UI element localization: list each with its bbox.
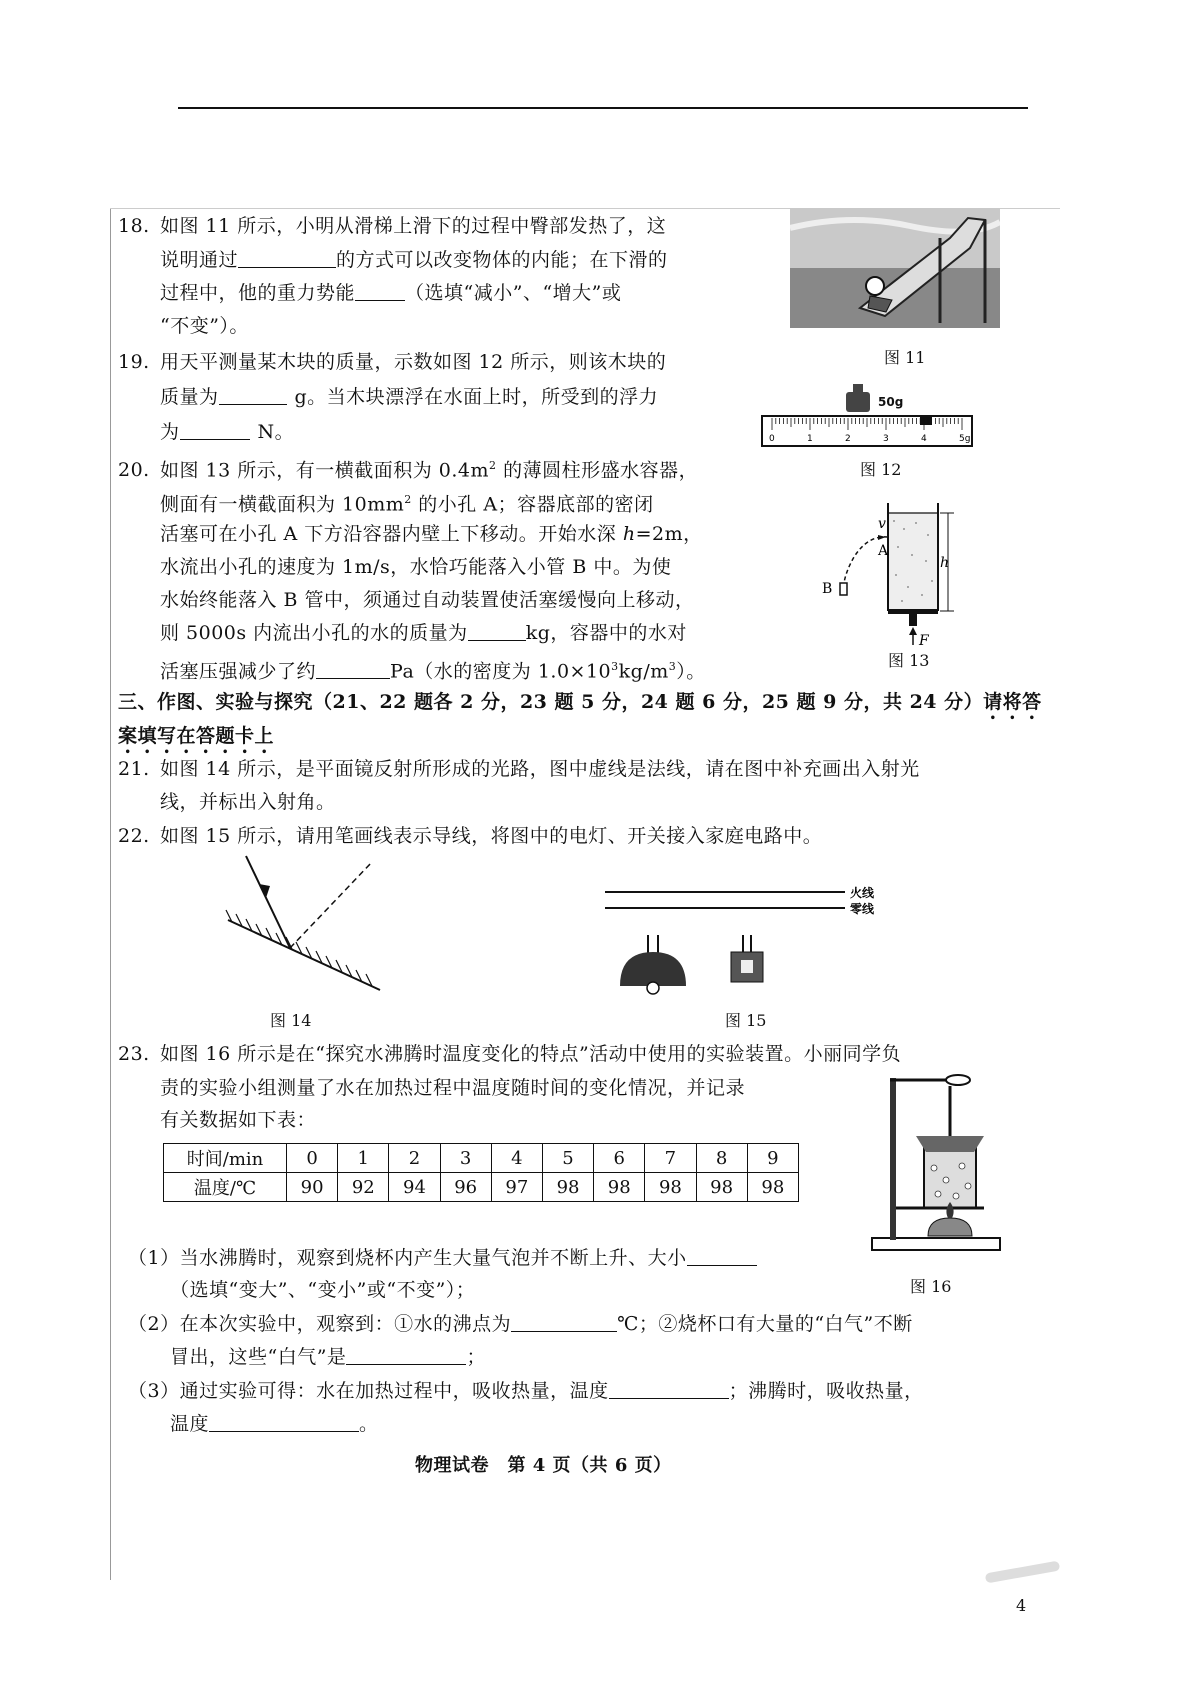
water bbox=[888, 513, 938, 611]
table-cell: 94 bbox=[389, 1173, 440, 1202]
answer-blank[interactable] bbox=[346, 1344, 466, 1365]
text-line: 则 5000s 内流出小孔的水的质量为 bbox=[160, 622, 468, 644]
live-wire-label: 火线 bbox=[850, 886, 875, 900]
text-line: （选填“减小”、“增大”或 bbox=[405, 282, 622, 304]
table-cell: 90 bbox=[287, 1173, 338, 1202]
text-line: （1）当水沸腾时，观察到烧杯内产生大量气泡并不断上升、大小 bbox=[128, 1247, 687, 1269]
table-cell: 98 bbox=[747, 1173, 798, 1202]
table-cell: 5 bbox=[542, 1144, 593, 1173]
text-line: 温度 bbox=[170, 1413, 210, 1435]
section-note: 案填写在答题卡上 bbox=[118, 725, 275, 747]
answer-blank[interactable] bbox=[687, 1245, 757, 1266]
text-line: （选填“变大”、“变小”或“不变”）； bbox=[170, 1279, 476, 1301]
stand-rod bbox=[890, 1078, 896, 1240]
answer-blank[interactable] bbox=[609, 1378, 729, 1399]
text-line: ； bbox=[466, 1346, 486, 1368]
figure-15-caption: 图 15 bbox=[725, 1011, 767, 1030]
answer-blank[interactable] bbox=[209, 1411, 359, 1432]
superscript: 3 bbox=[611, 660, 619, 673]
answer-blank[interactable] bbox=[219, 384, 287, 405]
figure-11-caption: 图 11 bbox=[884, 348, 926, 367]
table-cell: 3 bbox=[440, 1144, 491, 1173]
text-line: 责的实验小组测量了水在加热过程中温度随时间的变化情况，并记录 bbox=[160, 1077, 746, 1099]
text-line: 如图 15 所示，请用笔画线表示导线，将图中的电灯、开关接入家庭电路中。 bbox=[160, 825, 823, 847]
exam-footer: 物理试卷 第 4 页（共 6 页） bbox=[415, 1455, 672, 1476]
figure-13-caption: 图 13 bbox=[888, 651, 930, 670]
table-cell: 92 bbox=[338, 1173, 389, 1202]
figure-14-mirror bbox=[220, 850, 400, 1000]
text-line: 质量为 bbox=[160, 386, 219, 408]
text-line: 如图 16 所示是在“探究水沸腾时温度变化的特点”活动中使用的实验装置。小丽同学负 bbox=[160, 1043, 902, 1065]
neutral-wire-label: 零线 bbox=[850, 902, 875, 916]
weight-icon bbox=[846, 392, 870, 412]
table-row bbox=[164, 1144, 799, 1173]
figure-11-slide bbox=[790, 208, 1000, 328]
beaker bbox=[924, 1146, 976, 1208]
table-cell: 98 bbox=[696, 1173, 747, 1202]
table-cell: 97 bbox=[491, 1173, 542, 1202]
table-cell: 98 bbox=[542, 1173, 593, 1202]
question-number: 21. bbox=[118, 758, 150, 780]
text-line: 如图 14 所示，是平面镜反射所形成的光路，图中虚线是法线，请在图中补充画出入射光 bbox=[160, 758, 920, 780]
superscript: 2 bbox=[404, 493, 412, 506]
header-rule bbox=[178, 107, 1028, 109]
text-line: N。 bbox=[257, 421, 295, 443]
figure-label-a: A bbox=[878, 543, 889, 559]
normal-line bbox=[290, 862, 372, 948]
scale-label: 1 bbox=[807, 434, 813, 444]
figure-14-caption: 图 14 bbox=[270, 1011, 312, 1030]
table-cell: 96 bbox=[440, 1173, 491, 1202]
table-cell: 98 bbox=[594, 1173, 645, 1202]
tube-b bbox=[840, 583, 847, 595]
text-line: “不变”）。 bbox=[160, 315, 249, 337]
superscript: 3 bbox=[668, 660, 677, 673]
figure-16-apparatus bbox=[868, 1068, 1008, 1268]
answer-blank[interactable] bbox=[238, 247, 336, 268]
text-line: 如图 13 所示，有一横截面积为 0.4m bbox=[160, 459, 490, 482]
smudge-mark bbox=[985, 1561, 1061, 1584]
table-cell: 6 bbox=[594, 1144, 645, 1173]
reflected-ray bbox=[246, 856, 290, 948]
text-line: 有关数据如下表： bbox=[160, 1109, 317, 1131]
text-line: 说明通过 bbox=[160, 249, 239, 271]
variable: h bbox=[622, 523, 636, 545]
table-cell: 1 bbox=[338, 1144, 389, 1173]
table-cell: 4 bbox=[491, 1144, 542, 1173]
table-cell: 8 bbox=[696, 1144, 747, 1173]
table-row bbox=[164, 1173, 799, 1202]
left-margin-line bbox=[110, 208, 111, 1580]
table-row-header: 温度/℃ bbox=[164, 1173, 287, 1202]
text-line: 为 bbox=[160, 421, 180, 443]
text-line: kg，容器中的水对 bbox=[525, 622, 687, 644]
answer-blank[interactable] bbox=[316, 658, 390, 679]
text-line: 的薄圆柱形盛水容器， bbox=[496, 459, 699, 482]
weight-label: 50g bbox=[878, 395, 904, 409]
section-title: 三、作图、实验与探究（21、22 题各 2 分，23 题 5 分，24 题 6 分，25 题 9 分，共 24 分） bbox=[118, 691, 984, 713]
scale-label: 2 bbox=[845, 434, 851, 444]
page-number: 4 bbox=[1016, 1596, 1027, 1615]
scale-label: 0 bbox=[769, 434, 775, 444]
lamp-icon bbox=[620, 952, 686, 986]
text-line: ；沸腾时，吸收热量， bbox=[728, 1380, 924, 1402]
question-number: 22. bbox=[118, 825, 150, 847]
piston bbox=[888, 609, 938, 614]
text-line: 用天平测量某木块的质量，示数如图 12 所示，则该木块的 bbox=[160, 351, 667, 373]
figure-13-container bbox=[808, 495, 958, 645]
table-cell: 2 bbox=[389, 1144, 440, 1173]
text-line: g。当木块漂浮在水面上时，所受到的浮力 bbox=[294, 386, 659, 408]
child-icon bbox=[866, 277, 884, 295]
answer-blank[interactable] bbox=[511, 1311, 617, 1332]
figure-label-b: B bbox=[822, 581, 833, 597]
scale-label: 3 bbox=[883, 434, 889, 444]
text-line: ℃；②烧杯口有大量的“白气”不断 bbox=[617, 1313, 913, 1335]
superscript: 2 bbox=[489, 459, 497, 472]
figure-12-balance bbox=[760, 380, 975, 452]
data-table bbox=[163, 1143, 799, 1202]
text-line: 活塞可在小孔 A 下方沿容器内壁上下移动。开始水深 bbox=[160, 523, 623, 545]
burner-icon bbox=[928, 1218, 972, 1236]
text-line: （2）在本次实验中，观察到：①水的沸点为 bbox=[128, 1313, 512, 1335]
text-line: 活塞压强减少了约 bbox=[160, 660, 317, 683]
question-number: 19. bbox=[118, 351, 150, 373]
text-line: Pa（水的密度为 1.0×10 bbox=[390, 660, 612, 683]
text-line: =2m， bbox=[635, 523, 703, 545]
answer-blank[interactable] bbox=[180, 419, 250, 440]
figure-label-h: h bbox=[940, 555, 950, 571]
question-number: 23. bbox=[118, 1043, 150, 1065]
answer-blank[interactable] bbox=[468, 620, 526, 641]
text-line: 水始终能落入 B 管中，须通过自动装置使活塞缓慢向上移动， bbox=[160, 589, 695, 611]
figure-16-caption: 图 16 bbox=[910, 1277, 952, 1296]
text-line: 侧面有一横截面积为 10mm bbox=[160, 493, 405, 516]
scale-label: 5g bbox=[959, 434, 971, 444]
figure-15-circuit bbox=[600, 880, 890, 1000]
text-line: 冒出，这些“白气”是 bbox=[170, 1346, 347, 1368]
table-cell: 7 bbox=[645, 1144, 696, 1173]
text-line: ）。 bbox=[676, 660, 706, 683]
section-note: 请将答 bbox=[983, 691, 1042, 713]
table-cell: 9 bbox=[747, 1144, 798, 1173]
text-line: 线，并标出入射角。 bbox=[160, 791, 336, 813]
table-cell: 0 bbox=[287, 1144, 338, 1173]
table-row-header: 时间/min bbox=[164, 1144, 287, 1173]
text-line: 。 bbox=[359, 1413, 379, 1435]
question-number: 18. bbox=[118, 215, 150, 237]
answer-blank[interactable] bbox=[355, 280, 405, 301]
text-line: 的小孔 A；容器底部的密闭 bbox=[411, 493, 654, 516]
text-line: kg/m bbox=[618, 660, 669, 683]
question-number: 20. bbox=[118, 459, 150, 482]
table-cell: 98 bbox=[645, 1173, 696, 1202]
figure-label-f: F bbox=[919, 633, 929, 645]
text-line: 过程中，他的重力势能 bbox=[160, 282, 356, 304]
text-line: 水流出小孔的速度为 1m/s，水恰巧能落入小管 B 中。为使 bbox=[160, 556, 672, 578]
text-line: （3）通过实验可得：水在加热过程中，吸收热量，温度 bbox=[128, 1380, 609, 1402]
figure-label-v: v bbox=[878, 516, 886, 532]
text-line: 如图 11 所示，小明从滑梯上滑下的过程中臀部发热了，这 bbox=[160, 215, 667, 237]
scale-label: 4 bbox=[921, 434, 927, 444]
text-line: 的方式可以改变物体的内能；在下滑的 bbox=[336, 249, 668, 271]
figure-12-caption: 图 12 bbox=[860, 460, 902, 479]
